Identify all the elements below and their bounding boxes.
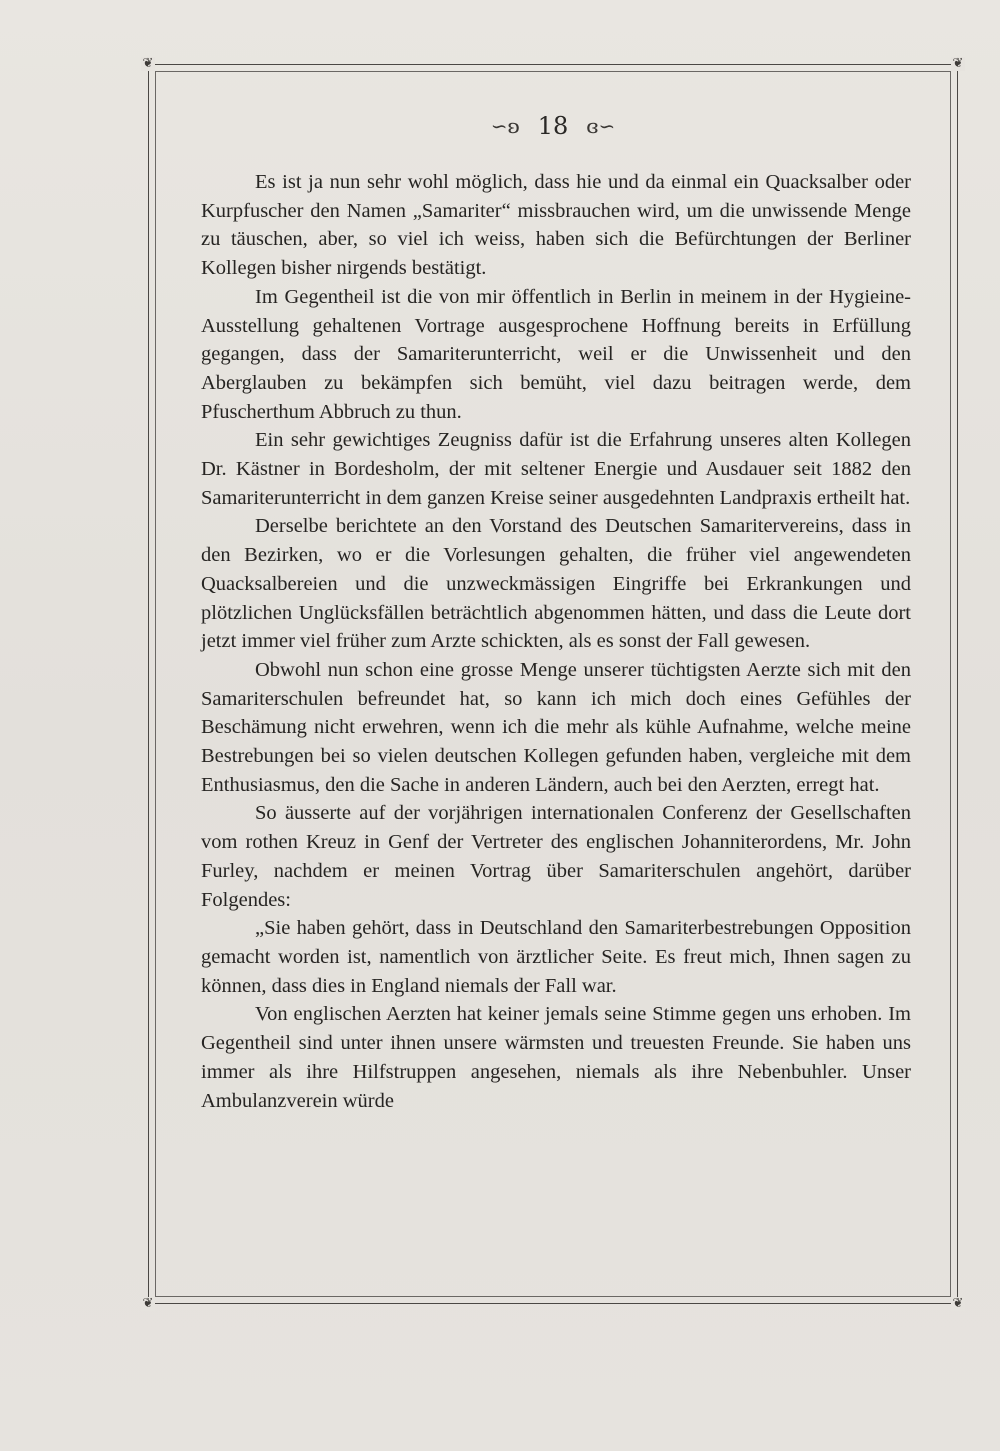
- header-ornament-left: ∽ʚ: [490, 114, 520, 138]
- page-number: 18: [537, 112, 569, 140]
- paragraph: So äusserte auf der vorjährigen internationalen Conferenz der Gesellschaften vom rothen Kreuz in Genf der Vertreter des englischen Johanniterordens, Mr. John Furley, nachdem er meinen Vortrag über Samariterschulen angehört, darüber Folgendes:: [201, 802, 911, 911]
- header-ornament-right: ɞ∽: [586, 114, 616, 138]
- paragraph: Im Gegentheil ist die von mir öffentlich in Berlin in meinem in der Hygieine-Ausstellung gehaltenen Vortrage ausgesprochene Hoffnung bereits in Erfüllung gegangen, dass der Samariterunterricht, weil er die Unwissenheit und den Aberglauben zu bekämpfen sich bemüht, viel dazu beitragen werde, dem Pfuscherthum Abbruch zu thun.: [201, 285, 911, 423]
- paragraph: Obwohl nun schon eine grosse Menge unserer tüchtigsten Aerzte sich mit den Samariterschulen befreundet hat, so kann ich mich doch eines Gefühles der Beschämung nicht erwehren, wenn ich die mehr als kühle Aufnahme, welche meine Bestrebungen bei so vielen deutschen Kollegen gefunden haben, vergleiche mit dem Enthusiasmus, den die Sache in anderen Ländern, auch bei den Aerzten, erregt hat.: [201, 658, 911, 796]
- corner-ornament-bottom-right: ❦: [952, 1296, 964, 1311]
- paragraph: Es ist ja nun sehr wohl möglich, dass hie und da einmal ein Quacksalber oder Kurpfuscher den Namen „Samariter“ missbrauchen wird, um die unwissende Menge zu täuschen, aber, so viel ich weiss, haben sich die Befürchtungen der Berliner Kollegen bisher nirgends bestätigt.: [201, 171, 911, 280]
- paragraph: Derselbe berichtete an den Vorstand des Deutschen Samaritervereins, dass in den Bezirken, wo er die Vorlesungen gehalten, die früher viel angewendeten Quacksalbereien und die unzweckmässigen Eingriffe bei Erkrankungen und plötzlichen Unglücksfällen beträchtlich abgenommen hätten, und dass die Leute dort jetzt immer viel früher zum Arzte schickten, als es sonst der Fall gewesen.: [201, 515, 911, 653]
- paragraph: „Sie haben gehört, dass in Deutschland den Samariterbestrebungen Opposition gemacht worden ist, namentlich von ärztlicher Seite. Es freut mich, Ihnen sagen zu können, dass dies in England niemals der Fall war.: [201, 917, 911, 997]
- corner-ornament-top-left: ❦: [142, 56, 154, 71]
- paragraph: Ein sehr gewichtiges Zeugniss dafür ist die Erfahrung unseres alten Kollegen Dr. Kästner in Bordesholm, der mit seltener Energie und Ausdauer seit 1882 den Samariterunterricht in dem ganzen Kreise seiner ausgedehnten Landpraxis ertheilt hat.: [201, 429, 911, 509]
- corner-ornament-bottom-left: ❦: [142, 1296, 154, 1311]
- body-text: [201, 168, 911, 1115]
- paragraph: Von englischen Aerzten hat keiner jemals seine Stimme gegen uns erhoben. Im Gegentheil sind unter ihnen unsere wärmsten und treuesten Freunde. Sie haben uns immer als ihre Hilfstruppen angesehen, niemals als ihre Nebenbuhler. Unser Ambulanzverein würde: [201, 1003, 911, 1112]
- corner-ornament-top-right: ❦: [952, 56, 964, 71]
- page-header: [155, 112, 951, 140]
